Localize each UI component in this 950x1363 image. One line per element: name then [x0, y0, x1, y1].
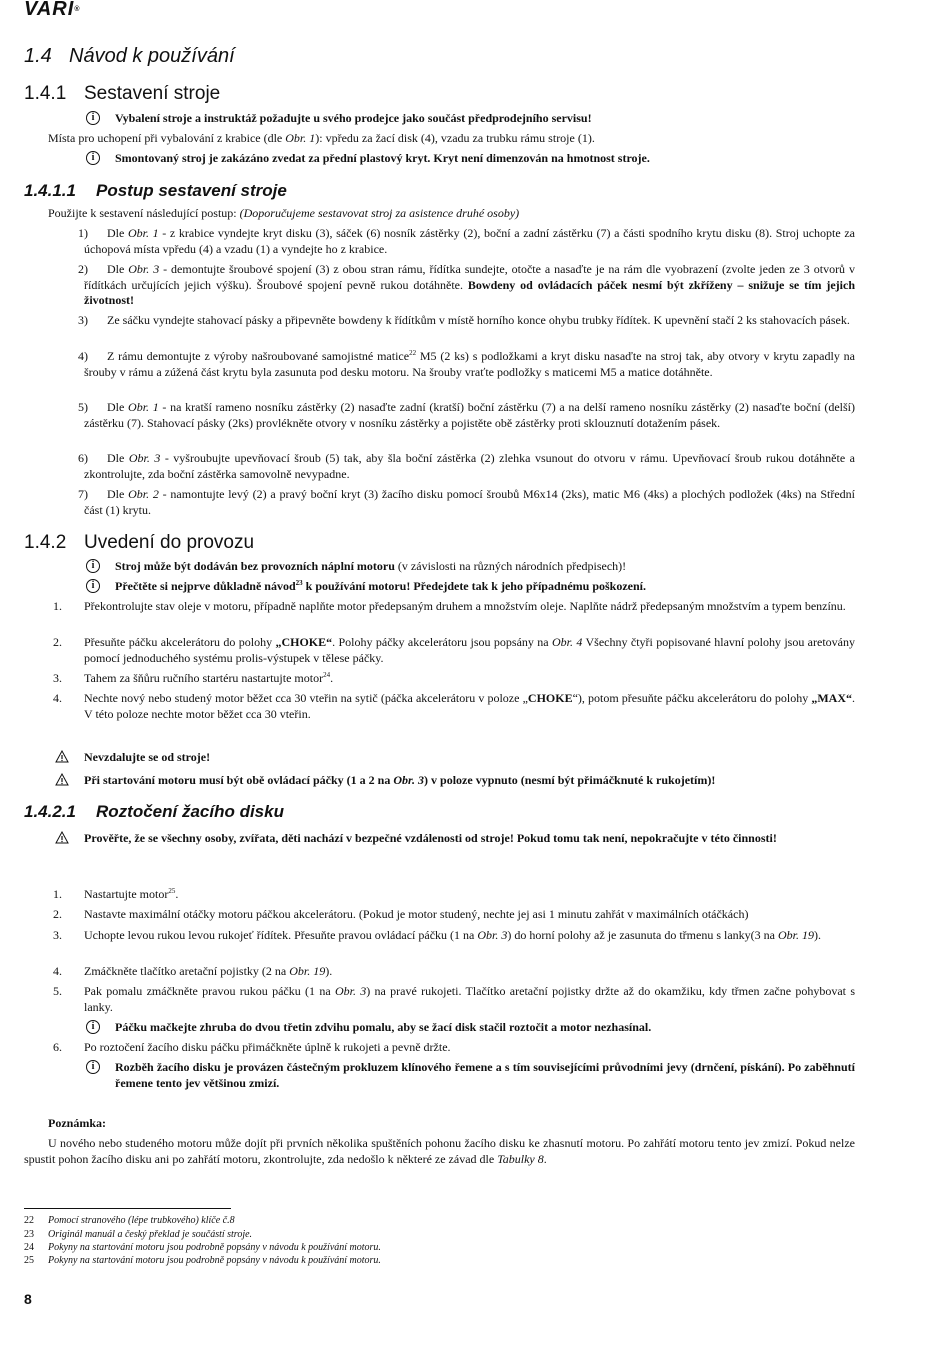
footnote: 23 Originál manuál a český překlad je součástí stroje. — [24, 1229, 253, 1240]
page-number: 8 — [24, 1291, 32, 1307]
section-heading-1-4-2: 1.4.2 Uvedení do provozu — [24, 532, 255, 553]
note-text: U nového nebo studeného motoru může dojít při prvních několika spuštěních pohonu žacího disku ke zhasnutí motoru. Po zahřátí motoru tento jev zmizí. Pokud nelze spustit pohon žacího disku ani po zahřátí motoru, zkontrolujte, zda nedošlo k některé ze závad dle Tabulky 8. — [24, 1136, 855, 1166]
warning-note: Při startování motoru musí být obě ovládací páčky (1 a 2 na Obr. 3) v poloze vypnuto (nesmí být přimáčknuté k rukojetím)! — [84, 773, 716, 787]
step-text: Dle Obr. 3 - vyšroubujte upevňovací šroub (5) tak, aby šla boční zástěrka (2) zlehka vsunout do otvoru v rámu. Upevňovací šroub rukou dotáhněte a zkontrolujte, zda boční zástěrka samovolně nevypadne. — [84, 451, 855, 481]
info-note: Přečtěte si nejprve důkladně návod$^{23}$ k používání motoru! Předejdete tak k jeho případnému poškození. — [115, 579, 647, 593]
list-item: Po roztočení žacího disku páčku přimáčkněte úplně k rukojeti a pevně držte. — [84, 1040, 451, 1054]
warning-triangle-icon — [55, 831, 69, 845]
paragraph: Použijte k sestavení následující postup: (Doporučujeme sestavovat stroj za asistence druhé osoby) — [48, 206, 520, 220]
footnote-separator — [24, 1208, 231, 1209]
info-note: Smontovaný stroj je zakázáno zvedat za přední plastový kryt. Kryt není dimenzován na hmotnost stroje. — [115, 151, 650, 165]
list-item: Nastartujte motor$^{25}$. — [84, 887, 179, 901]
list-item: Zmáčkněte tlačítko aretační pojistky (2 na Obr. 19). — [84, 964, 333, 978]
list-item: Přesuňte páčku akcelerátoru do polohy „CHOKE“. Polohy páčky akcelerátoru jsou popsány na Obr. 4 Všechny čtyři popisované hlavní polohy jsou aretovány pomocí jednoduchého systému prolis-výstupek v tělese páčky. — [84, 635, 855, 665]
info-note: Rozběh žacího disku je provázen částečným prokluzem klínového řemene a s tím souvisejícími průvodními jevy (drnčení, pískání). Po zaběhnutí řemene tento jev většinou zmizí. — [115, 1060, 855, 1090]
step-text: Z rámu demontujte z výroby našroubované samojistné matice$^{22}$ M5 (2 ks) s podložkami a kryt disku nasaďte na stroj tak, aby otvory v krytu zapadly na šrouby v rámu a zúžená část krytu byla zasunuta pod desku motoru. Na šrouby vraťte podložky s maticemi M5 a matice dotáhněte. — [84, 349, 855, 379]
info-circle-icon: i — [86, 559, 100, 573]
section-heading-1-4-2-1: 1.4.2.1 Roztočení žacího disku — [24, 802, 284, 821]
step-text: Dle Obr. 1 - na kratší rameno nosníku zástěrky (2) nasaďte zadní (kratší) boční zástěrku (7) a na delší rameno nosníku zástěrky (2) nasaďte boční (delší) zástěrku (7). Stahovací pásky (2ks) provlékněte otvory v nosníku zástěrky a pojistěte obě zástěrky proti sklouznutí dotažením pásek. — [84, 400, 855, 430]
list-number: 3. — [53, 928, 62, 942]
list-number: 6. — [53, 1040, 62, 1054]
info-circle-icon: i — [86, 579, 100, 593]
info-note: Vybalení stroje a instruktáž požadujte u svého prodejce jako součást předprodejního servisu! — [115, 111, 592, 125]
step-text: Dle Obr. 2 - namontujte levý (2) a pravý boční kryt (3) žacího disku pomocí šroubů M6x14 (2ks), matic M6 (4ks) a plochých podložek (4ks) na Střední část (1) krytu. — [84, 487, 855, 517]
list-item: Uchopte levou rukou levou rukojeť řídítek. Přesuňte pravou ovládací páčku (1 na Obr. 3) do horní polohy až je zasunuta do třmenu s lanky(3 na Obr. 19). — [84, 928, 821, 942]
list-item: Tahem za šňůru ručního startéru nastartujte motor$^{24}$. — [84, 671, 334, 685]
warning-note: Prověřte, že se všechny osoby, zvířata, děti nachází v bezpečné vzdálenosti od stroje! Pokud tomu tak není, nepokračujte v této činnosti! — [84, 831, 777, 845]
vari-logo: VARI® — [24, 0, 81, 20]
list-item: Překontrolujte stav oleje v motoru, případně naplňte motor předepsaným druhem a množstvím oleje. Naplňte nádrž předepsaným množstvím a typem benzínu. — [84, 599, 846, 613]
step-number: 4) — [78, 349, 88, 363]
list-number: 1. — [53, 887, 62, 901]
info-circle-icon: i — [86, 1060, 100, 1074]
step-number: 2) — [78, 262, 88, 276]
step-text: Dle Obr. 3 - demontujte šroubové spojení (3) z obou stran rámu, řídítka sundejte, otočte a nasaďte je na rám dle vyobrazení (zvolte jeden ze 3 otvorů v řídítkách určujících jejich výšku). Šroubové spojení pevně rukou dotáhněte. Bowdeny od ovládacích páček nesmí být zkříženy – snižuje se tím jejich životnost! — [84, 262, 855, 307]
info-note: Stroj může být dodáván bez provozních náplní motoru (v závislosti na různých národních předpisech)! — [115, 559, 627, 573]
list-number: 2. — [53, 635, 62, 649]
section-heading-1-4-1: 1.4.1 Sestavení stroje — [24, 83, 221, 104]
list-number: 4. — [53, 691, 62, 705]
list-number: 1. — [53, 599, 62, 613]
footnote: 25 Pokyny na startování motoru jsou podrobně popsány v návodu k používání motoru. — [24, 1255, 381, 1266]
step-number: 3) — [78, 313, 88, 327]
step-text: Ze sáčku vyndejte stahovací pásky a připevněte bowdeny k řídítkům v místě horního konce ohybu trubky řídítek. K upevnění stačí 2 ks stahovacích pásek. — [107, 313, 850, 327]
list-number: 4. — [53, 964, 62, 978]
warning-triangle-icon — [55, 750, 69, 764]
list-number: 5. — [53, 984, 62, 998]
warning-triangle-icon — [55, 773, 69, 787]
list-item: Pak pomalu zmáčkněte pravou rukou páčku (1 na Obr. 3) na pravé rukojeti. Tlačítko aretační pojistky držte až do okamžiku, kdy třmen začne pohybovat s lanky. — [84, 984, 855, 1014]
footnote: 24 Pokyny na startování motoru jsou podrobně popsány v návodu k používání motoru. — [24, 1242, 381, 1253]
step-number: 5) — [78, 400, 88, 414]
footnote: 22 Pomocí stranového (lépe trubkového) klíče č.8 — [24, 1215, 235, 1226]
info-circle-icon: i — [86, 111, 100, 125]
list-number: 3. — [53, 671, 62, 685]
section-heading-1-4-1-1: 1.4.1.1 Postup sestavení stroje — [24, 181, 287, 200]
info-circle-icon: i — [86, 1020, 100, 1034]
list-number: 2. — [53, 907, 62, 921]
list-item: Nechte nový nebo studený motor běžet cca 30 vteřin na sytič (páčka akcelerátoru v poloze „CHOKE“), potom přesuňte páčku akcelerátoru do polohy „MAX“. V této poloze nechte motor běžet cca 30 vteřin. — [84, 691, 855, 721]
info-circle-icon: i — [86, 151, 100, 165]
paragraph: Místa pro uchopení při vybalování z krabice (dle Obr. 1): vpředu za žací disk (4), vzadu za trubku rámu stroje (1). — [48, 131, 595, 145]
section-heading-1-4: 1.4 Návod k používání — [24, 45, 235, 67]
step-number: 6) — [78, 451, 88, 465]
note-title: Poznámka: — [48, 1116, 106, 1130]
warning-note: Nevzdalujte se od stroje! — [84, 750, 211, 764]
list-item: Nastavte maximální otáčky motoru páčkou akcelerátoru. (Pokud je motor studený, nechte jej asi 1 minutu zahřát v maximálních otáčkách) — [84, 907, 749, 921]
step-number: 7) — [78, 487, 88, 501]
step-number: 1) — [78, 226, 88, 240]
info-note: Páčku mačkejte zhruba do dvou třetin zdvihu pomalu, aby se žací disk stačil roztočit a motor nezhasínal. — [115, 1020, 652, 1034]
step-text: Dle Obr. 1 - z krabice vyndejte kryt disku (3), sáček (6) nosník zástěrky (2), boční a zadní zástěrku (7) a části spodního krytu disku (8). Stroj uchopte za úchopová místa vpředu (4) a vzadu (1) a vyndejte ho z krabice. — [84, 226, 855, 256]
